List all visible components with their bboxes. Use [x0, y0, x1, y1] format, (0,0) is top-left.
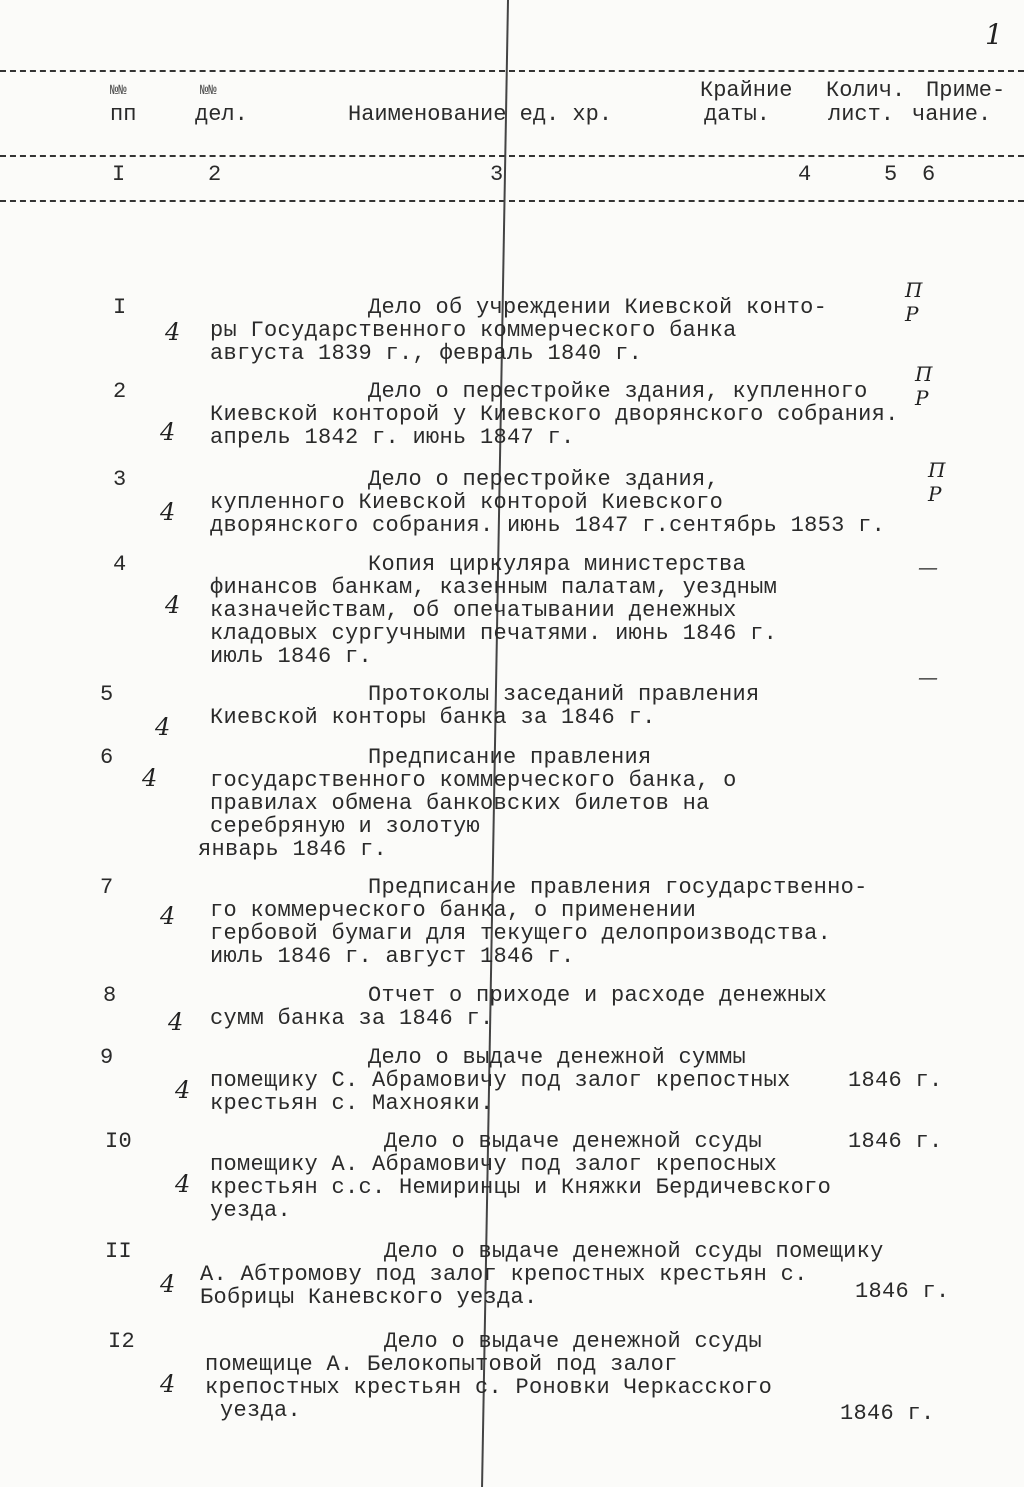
entry-text-line: Отчет о приходе и расходе денежных	[368, 983, 828, 1008]
entry-number: 6	[100, 745, 114, 770]
handwritten-mark: 4	[160, 902, 176, 930]
header-col6-top: Приме-	[926, 78, 1006, 103]
column-number: 5	[884, 162, 898, 187]
entry-text-line: Дело о выдаче денежной ссуды помещику	[384, 1239, 884, 1264]
entry-text-line: правилах обмена банковских билетов на	[210, 791, 710, 816]
entry-text-line: ры Государственного коммерческого банка	[210, 318, 737, 343]
column-number: 6	[922, 162, 936, 187]
entry-text-line: Киевской конторой у Киевского дворянского собрания.	[210, 402, 899, 427]
entry-date: 1846 г.	[848, 1068, 943, 1093]
header-bottom-rule	[0, 155, 1024, 157]
column-number: I	[112, 162, 126, 187]
note-mark: —	[918, 665, 938, 689]
entry-number: I	[113, 295, 127, 320]
page-number: 1	[985, 18, 1003, 51]
entry-text-line: купленного Киевской конторой Киевского	[210, 490, 724, 515]
header-col5-top: Колич.	[826, 78, 906, 103]
header-col4-top: Крайние	[700, 78, 793, 103]
entry-text-line: Протоколы заседаний правления	[368, 682, 760, 707]
column-number: 2	[208, 162, 222, 187]
entry-number: 7	[100, 875, 114, 900]
entry-text-line: государственного коммерческого банка, о	[210, 768, 737, 793]
entry-text-line: Дело о выдаче денежной ссуды	[384, 1329, 763, 1354]
header-top-rule	[0, 70, 1024, 72]
entry-text-line: Бобрицы Каневского уезда.	[200, 1285, 538, 1310]
entry-number: 3	[113, 467, 127, 492]
handwritten-mark: 4	[160, 498, 176, 526]
entry-text-line: помещице А. Белокопытовой под залог	[205, 1352, 678, 1377]
note-mark: П Р	[928, 458, 946, 506]
entry-text-line: Дело об учреждении Киевской конто-	[368, 295, 828, 320]
handwritten-mark: 4	[175, 1170, 191, 1198]
header-col6-bottom: чание.	[912, 102, 992, 127]
entry-text-line: апрель 1842 г. июнь 1847 г.	[210, 425, 575, 450]
handwritten-mark: 4	[165, 318, 181, 346]
entry-text-line: казначействам, об опечатывании денежных	[210, 598, 737, 623]
entry-text-line: Дело о выдаче денежной суммы	[368, 1045, 747, 1070]
entry-text-line: Киевской конторы банка за 1846 г.	[210, 705, 656, 730]
entry-text-line: Дело о перестройке здания, купленного	[368, 379, 868, 404]
entry-text-line: крепостных крестьян с. Роновки Черкасского	[205, 1375, 773, 1400]
entry-text-line: го коммерческого банка, о применении	[210, 898, 697, 923]
column-numbers-rule	[0, 200, 1024, 202]
entry-text-line: кладовых сургучными печатями. июнь 1846 г.	[210, 621, 778, 646]
entry-text-line: крестьян с. Махнояки.	[210, 1091, 494, 1116]
entry-text-line: Копия циркуляра министерства	[368, 552, 747, 577]
handwritten-mark: 4	[165, 591, 181, 619]
entry-number: 5	[100, 682, 114, 707]
entry-text-line: серебряную и золотую	[210, 814, 481, 839]
entry-date: 1846 г.	[848, 1129, 943, 1154]
entry-number: 4	[113, 552, 127, 577]
header-col5-bottom: лист.	[828, 102, 895, 127]
entry-number: 9	[100, 1045, 114, 1070]
handwritten-mark: 4	[160, 418, 176, 446]
entry-text-line: помещику С. Абрамовичу под залог крепостных	[210, 1068, 791, 1093]
header-col2-bottom: дел.	[195, 102, 248, 127]
handwritten-mark: 4	[168, 1008, 184, 1036]
header-col3: Наименование ед. хр.	[348, 102, 613, 127]
header-col4-bottom: даты.	[704, 102, 771, 127]
entry-text-line: уезда.	[220, 1398, 302, 1423]
handwritten-mark: 4	[175, 1076, 191, 1104]
entry-text-line: июль 1846 г. август 1846 г.	[210, 944, 575, 969]
column-number: 4	[798, 162, 812, 187]
entry-date: 1846 г.	[840, 1401, 935, 1426]
header-col2-top: №№	[200, 83, 217, 99]
entry-text-line: Предписание правления	[368, 745, 652, 770]
entry-text-line: августа 1839 г., февраль 1840 г.	[210, 341, 643, 366]
entry-text-line: дворянского собрания. июнь 1847 г.сентябрь 1853 г.	[210, 513, 886, 538]
entry-text-line: сумм банка за 1846 г.	[210, 1006, 494, 1031]
entry-text-line: Дело о выдаче денежной ссуды	[384, 1129, 763, 1154]
entry-text-line: А. Абтромову под залог крепостных крестьян с.	[200, 1262, 808, 1287]
entry-number: 8	[103, 983, 117, 1008]
entry-text-line: январь 1846 г.	[198, 837, 388, 862]
handwritten-mark: 4	[155, 713, 171, 741]
entry-number: I0	[105, 1129, 133, 1154]
header-col1-bottom: пп	[110, 102, 137, 127]
note-mark: —	[918, 555, 938, 579]
entry-number: II	[105, 1239, 133, 1264]
entry-text-line: финансов банкам, казенным палатам, уездным	[210, 575, 778, 600]
column-number: 3	[490, 162, 504, 187]
entry-text-line: Дело о перестройке здания,	[368, 467, 720, 492]
entry-number: I2	[108, 1329, 136, 1354]
handwritten-mark: 4	[142, 764, 158, 792]
handwritten-mark: 4	[160, 1270, 176, 1298]
entry-text-line: гербовой бумаги для текущего делопроизводства.	[210, 921, 832, 946]
entry-text-line: крестьян с.с. Немиринцы и Княжки Бердичевского	[210, 1175, 832, 1200]
note-mark: П Р	[915, 362, 933, 410]
header-col1-top: №№	[110, 83, 127, 99]
entry-text-line: уезда.	[210, 1198, 292, 1223]
entry-number: 2	[113, 379, 127, 404]
note-mark: П Р	[905, 278, 923, 326]
entry-text-line: Предписание правления государственно-	[368, 875, 868, 900]
entry-text-line: помещику А. Абрамовичу под залог крепосных	[210, 1152, 778, 1177]
handwritten-mark: 4	[160, 1370, 176, 1398]
entry-text-line: июль 1846 г.	[210, 644, 373, 669]
entry-date: 1846 г.	[855, 1279, 950, 1304]
